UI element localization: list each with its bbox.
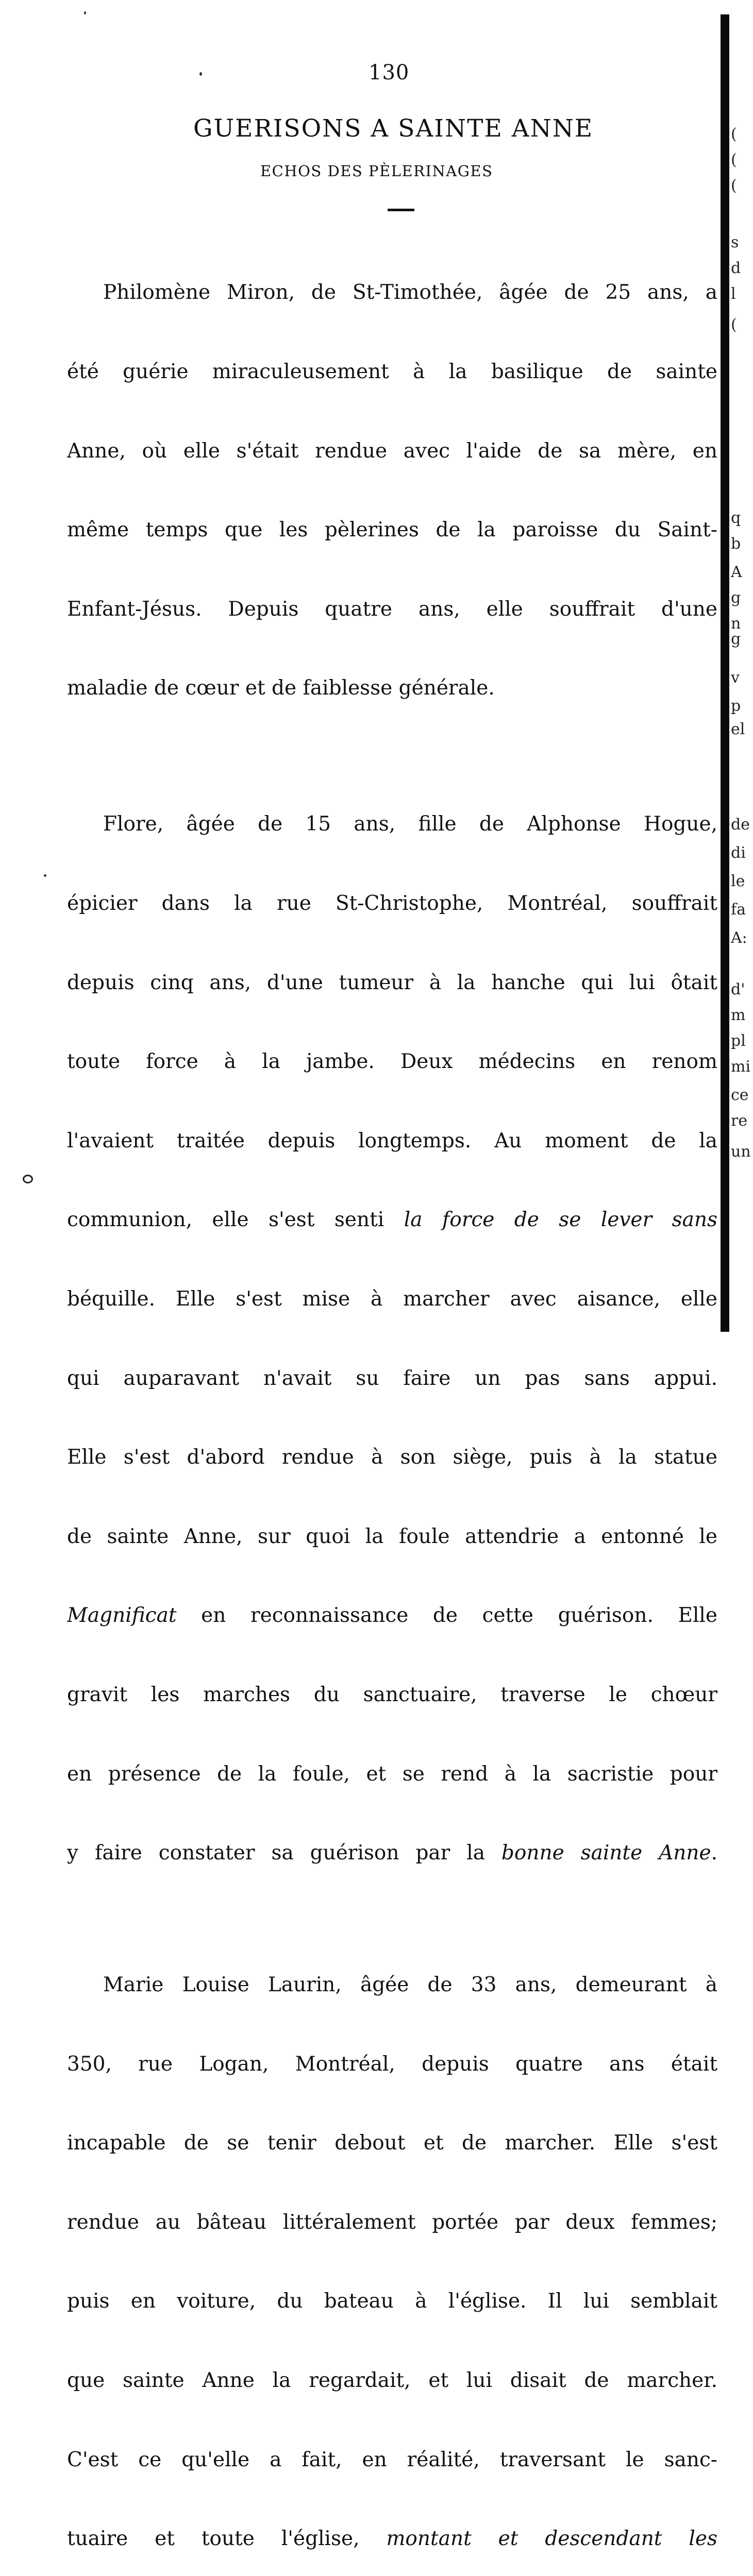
text-line: depuis cinq ans, d'une tumeur à la hanche qui lui ôtait (67, 971, 717, 994)
italic-phrase: bonne sainte Anne (501, 1841, 711, 1865)
text-line: communion, elle s'est senti la force de se lever sans (67, 1208, 717, 1232)
binding-gutter (721, 14, 729, 1332)
facing-page-fragment: p (731, 697, 741, 715)
ink-speck (199, 72, 202, 76)
facing-page-fragment: ( (731, 151, 737, 169)
text-line: que sainte Anne la regardait, et lui disait de marcher. (67, 2369, 717, 2393)
facing-page-fragment: q (731, 509, 741, 527)
facing-page-fragment: d (731, 259, 741, 277)
paragraph-laurin (67, 1919, 717, 2576)
facing-page-fragment: ( (731, 125, 737, 143)
facing-page-fragment: pl (731, 1032, 746, 1050)
text-line: Anne, où elle s'était rendue avec l'aide de sa mère, en (67, 439, 717, 463)
text-line: Flore, âgée de 15 ans, fille de Alphonse Hogue, (103, 812, 717, 836)
text-line: béquille. Elle s'est mise à marcher avec aisance, elle (67, 1287, 717, 1311)
facing-page-fragment: di (731, 844, 746, 862)
text-line: Magnificat en reconnaissance de cette guérison. Elle (67, 1604, 717, 1628)
text-line: rendue au bâteau littéralement portée par deux femmes; (67, 2210, 717, 2234)
facing-page-fragment: g (731, 589, 741, 607)
ink-speck (84, 11, 86, 14)
title-divider (388, 209, 414, 211)
text-line: gravit les marches du sanctuaire, traverse le chœur (67, 1683, 717, 1706)
text-line: puis en voiture, du bateau à l'église. Il lui semblait (67, 2290, 717, 2313)
paragraph-miron (67, 227, 717, 754)
page-number: 130 (369, 61, 410, 84)
article-body (67, 227, 717, 2576)
text-line: de sainte Anne, sur quoi la foule attendrie a entonné le (67, 1524, 717, 1548)
paragraph-hogue (67, 758, 717, 1919)
facing-page-fragment: b (731, 535, 741, 553)
facing-page-fragment: s (731, 233, 739, 251)
facing-page-fragment: un (731, 1143, 751, 1161)
text-line: incapable de se tenir debout et de marcher. Elle s'est (67, 2131, 717, 2155)
facing-page-fragment: fa (731, 901, 746, 919)
text-line: même temps que les pèlerines de la paroisse du Saint- (67, 518, 717, 542)
text-line: en présence de la foule, et se rend à la sacristie pour (67, 1762, 717, 1786)
facing-page-fragment: mi (731, 1058, 751, 1076)
text-line: maladie de cœur et de faiblesse générale. (67, 676, 495, 700)
text-line: été guérie miraculeusement à la basilique de sainte (67, 360, 717, 383)
facing-page-fragment: m (731, 1006, 746, 1024)
text-line: Philomène Miron, de St-Timothée, âgée de 25 ans, a (103, 281, 717, 304)
facing-page-fragment: A: (731, 929, 747, 947)
facing-page-fragment: n (731, 615, 741, 633)
text-line: Enfant-Jésus. Depuis quatre ans, elle souffrait d'une (67, 597, 717, 621)
page-subtitle: ECHOS DES PÈLERINAGES (260, 162, 493, 180)
italic-phrase: montant et descendant les (386, 2527, 717, 2551)
facing-page-fragment: l (731, 285, 736, 303)
text-line: toute force à la jambe. Deux médecins en renom (67, 1050, 717, 1074)
text-line: épicier dans la rue St-Christophe, Montréal, souffrait (67, 891, 717, 915)
ink-speck (44, 874, 46, 877)
page-title: GUERISONS A SAINTE ANNE (193, 114, 594, 143)
text-line: 350, rue Logan, Montréal, depuis quatre ans était (67, 2052, 717, 2076)
facing-page-fragment: el (731, 720, 745, 738)
facing-page-fragment: ( (731, 316, 737, 334)
facing-page-fragment: de (731, 816, 750, 834)
text-line: C'est ce qu'elle a fait, en réalité, traversant le sanc- (67, 2448, 717, 2471)
facing-page-fragment: d' (731, 980, 745, 998)
facing-page-fragment: v (731, 669, 740, 687)
facing-page-fragment: A (731, 563, 742, 581)
facing-page-fragment: g (731, 630, 741, 648)
facing-page-fragment: re (731, 1112, 748, 1130)
facing-page-fragment: ce (731, 1086, 749, 1104)
text-line: tuaire et toute l'église, montant et descendant les (67, 2527, 717, 2551)
text-line: qui auparavant n'avait su faire un pas sans appui. (67, 1366, 717, 1390)
text-line: Elle s'est d'abord rendue à son siège, puis à la statue (67, 1446, 717, 1469)
italic-phrase: la force de se lever sans (404, 1208, 717, 1232)
facing-page-fragment: ( (731, 177, 737, 195)
facing-page-fragment: le (731, 872, 745, 890)
ink-speck (23, 1175, 33, 1183)
text-line: y faire constater sa guérison par la bonne sainte Anne. (67, 1841, 717, 1865)
text-line: l'avaient traitée depuis longtemps. Au moment de la (67, 1129, 717, 1153)
text-line: Marie Louise Laurin, âgée de 33 ans, demeurant à (103, 1973, 717, 1997)
italic-phrase: Magnificat (67, 1604, 177, 1628)
